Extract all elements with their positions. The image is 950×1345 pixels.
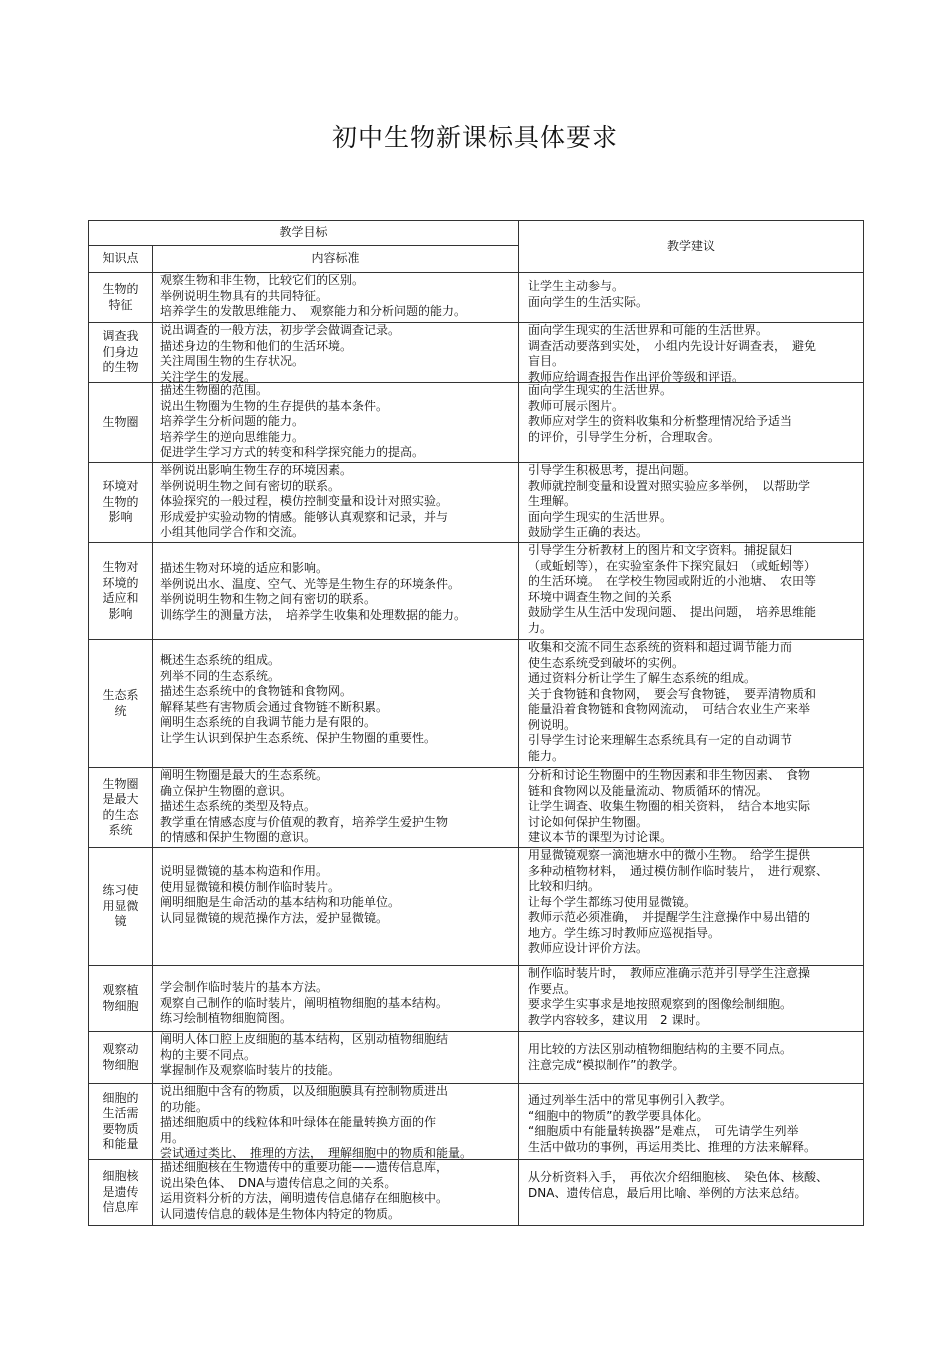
teaching-suggestion-line: 用比较的方法区别动植物细胞结构的主要不同点。 xyxy=(528,1042,793,1056)
content-standard-line: 列举不同的生态系统。 xyxy=(160,668,281,683)
teaching-suggestion-line: 让每个学生都练习使用显微镜。 xyxy=(528,894,697,909)
content-standard-header: 内容标准 xyxy=(153,246,519,273)
table-row xyxy=(89,383,864,463)
teaching-suggestion-line: 环境中调查生物之间的关系 xyxy=(528,589,673,604)
teaching-suggestion-cell xyxy=(519,323,864,383)
content-standard-line: 说出染色体、 DNA与遗传信息之间的关系。 xyxy=(160,1175,397,1190)
knowledge-point-cell xyxy=(89,1032,153,1084)
content-standard-line: 描述生态系统中的食物链和食物网。 xyxy=(160,684,353,698)
teaching-suggestion-line: 关于食物链和食物网， 要会写食物链， 要弄清物质和 xyxy=(528,686,817,701)
teaching-suggestion-line: 面向学生现实的生活世界。 xyxy=(528,383,673,397)
teaching-suggestion-line: 教师应设计评价方法。 xyxy=(528,941,649,955)
teaching-suggestion-line: DNA、遗传信息，最后用比喻、举例的方法来总结。 xyxy=(528,1185,807,1200)
teaching-suggestion-line: 教师示范必须准确， 并提醒学生注意操作中易出错的 xyxy=(528,910,811,924)
knowledge-point-line: 的生物 xyxy=(102,360,139,375)
teaching-suggestion-line: （或蚯蚓等），在实验室条件下探究鼠妇 （或蚯蚓等） xyxy=(528,558,817,573)
knowledge-point-line: 生物对 xyxy=(102,560,139,574)
knowledge-point-line: 信息库 xyxy=(102,1200,139,1215)
content-standard-line: 构的主要不同点。 xyxy=(160,1047,257,1062)
teaching-suggestion-line: 地方。学生练习时教师应巡视指导。 xyxy=(528,925,721,940)
knowledge-point-line: 的生态 xyxy=(102,807,139,822)
teaching-suggestion-line: 面向学生现实的生活世界和可能的生活世界。 xyxy=(528,323,769,337)
knowledge-point-cell xyxy=(89,383,153,463)
teaching-suggestion-line: 用显微镜观察一滴池塘水中的微小生物。 给学生提供 xyxy=(528,848,811,862)
content-standard-line: 关注学生的发展。 xyxy=(160,369,257,382)
content-standard-line: 阐明生物圈是最大的生态系统。 xyxy=(160,768,329,782)
knowledge-point-line: 系统 xyxy=(108,823,133,837)
content-standard-line: 认同显微镜的规范操作方法，爱护显微镜。 xyxy=(160,910,389,925)
teaching-suggestion-line: 作要点。 xyxy=(528,981,577,996)
teaching-suggestion-line: 生理解。 xyxy=(528,494,577,508)
table-row xyxy=(89,543,864,640)
knowledge-point-line: 适应和 xyxy=(102,591,139,605)
table-row xyxy=(89,1084,864,1160)
content-standard-line: 小组其他同学合作和交流。 xyxy=(160,525,305,539)
knowledge-point-line: 镜 xyxy=(114,914,127,929)
knowledge-point-line: 生物圈 xyxy=(102,776,139,791)
content-standard-cell xyxy=(153,463,519,543)
table-row xyxy=(89,966,864,1032)
knowledge-point-cell xyxy=(89,323,153,383)
teaching-suggestion-line: 让学生主动参与。 xyxy=(528,279,625,293)
teaching-suggestion-cell xyxy=(519,1032,864,1084)
content-standard-line: 促进学生学习方式的转变和科学探究能力的提高。 xyxy=(160,445,425,459)
content-standard-line: 的功能。 xyxy=(160,1099,209,1114)
knowledge-point-cell xyxy=(89,1084,153,1160)
knowledge-point-line: 和能量 xyxy=(102,1137,139,1151)
knowledge-point-line: 生态系 xyxy=(102,688,139,702)
teaching-suggestion-line: 能力。 xyxy=(528,748,565,763)
content-standard-line: 体验探究的一般过程，模仿控制变量和设计对照实验。 xyxy=(160,494,449,508)
teaching-suggestion-line: 注意完成“模拟制作”的教学。 xyxy=(528,1057,685,1072)
knowledge-point-header: 知识点 xyxy=(89,246,153,273)
table-row xyxy=(89,848,864,966)
content-standard-cell xyxy=(153,640,519,768)
teaching-suggestion-line: 分析和讨论生物圈中的生物因素和非生物因素、 食物 xyxy=(528,768,811,782)
content-standard-line: 阐明生态系统的自我调节能力是有限的。 xyxy=(160,715,377,729)
knowledge-point-cell xyxy=(89,966,153,1032)
table-row xyxy=(89,768,864,848)
knowledge-point-cell xyxy=(89,273,153,323)
teaching-suggestion-line: 盲目。 xyxy=(528,354,565,368)
teaching-suggestion-line: 收集和交流不同生态系统的资料和超过调节能力而 xyxy=(528,640,793,654)
knowledge-point-cell xyxy=(89,543,153,640)
content-standard-line: 举例说出影响生物生存的环境因素。 xyxy=(160,463,353,477)
teaching-suggestion-line: 引导学生积极思考，提出问题。 xyxy=(528,463,697,477)
table-row xyxy=(89,1032,864,1084)
teaching-suggestion-cell xyxy=(519,768,864,848)
teaching-suggestion-line: 教师应给调查报告作出评价等级和评语。 xyxy=(528,369,745,382)
content-standard-line: 培养学生分析问题的能力。 xyxy=(160,414,305,428)
content-standard-cell xyxy=(153,323,519,383)
knowledge-point-line: 生物的 xyxy=(102,282,139,296)
teaching-suggestion-cell xyxy=(519,463,864,543)
teaching-suggestion-line: 鼓励学生正确的表达。 xyxy=(528,525,649,539)
knowledge-point-line: 细胞核 xyxy=(102,1169,139,1184)
content-standard-line: 培养学生的逆向思维能力。 xyxy=(160,429,305,444)
content-standard-cell xyxy=(153,848,519,966)
teaching-suggestion-line: 调查活动要落到实处， 小组内先设计好调查表， 避免 xyxy=(528,338,817,353)
content-standard-line: 尝试通过类比、 推理的方法， 理解细胞中的物质和能量。 xyxy=(160,1146,473,1159)
content-standard-cell xyxy=(153,1084,519,1160)
teaching-suggestion-cell xyxy=(519,1160,864,1226)
teaching-suggestion-line: 教师可展示图片。 xyxy=(528,398,625,413)
teaching-suggestion-header: 教学建议 xyxy=(519,221,864,273)
page-title: 初中生物新课标具体要求 xyxy=(331,123,618,152)
teaching-suggestion-line: 通过资料分析让学生了解生态系统的组成。 xyxy=(528,671,757,685)
knowledge-point-line: 统 xyxy=(114,703,127,718)
knowledge-point-line: 细胞的 xyxy=(102,1090,139,1105)
teaching-suggestion-line: “细胞质中有能量转换器”是难点， 可先请学生列举 xyxy=(528,1124,799,1138)
teaching-suggestion-line: 能量沿着食物链和食物网流动， 可结合农业生产来举 xyxy=(528,702,811,716)
content-standard-line: 认同遗传信息的载体是生物体内特定的物质。 xyxy=(160,1206,401,1221)
teaching-suggestion-line: 的评价，引导学生分析，合理取舍。 xyxy=(528,429,721,444)
knowledge-point-line: 环境的 xyxy=(102,575,139,590)
knowledge-point-line: 用显微 xyxy=(102,898,139,913)
teaching-suggestion-line: 面向学生现实的生活世界。 xyxy=(528,509,673,524)
teaching-suggestion-cell xyxy=(519,543,864,640)
knowledge-point-line: 生活需 xyxy=(102,1106,139,1120)
knowledge-point-line: 要物质 xyxy=(102,1121,139,1136)
requirements-table xyxy=(88,220,864,1226)
table-row xyxy=(89,640,864,768)
teaching-suggestion-line: 从分析资料入手， 再依次介绍细胞核、 染色体、核酸、 xyxy=(528,1170,829,1184)
content-standard-line: 说明显微镜的基本构造和作用。 xyxy=(160,864,329,878)
teaching-suggestion-line: 比较和归纳。 xyxy=(528,879,601,893)
knowledge-point-line: 物细胞 xyxy=(102,998,139,1013)
content-standard-line: 教学重在情感态度与价值观的教育，培养学生爱护生物 xyxy=(160,814,449,829)
teaching-suggestion-cell xyxy=(519,383,864,463)
content-standard-line: 观察生物和非生物，比较它们的区别。 xyxy=(160,273,365,287)
content-standard-cell xyxy=(153,1032,519,1084)
content-standard-line: 让学生认识到保护生态系统、保护生物圈的重要性。 xyxy=(160,730,437,745)
content-standard-line: 说出生物圈为生物的生存提供的基本条件。 xyxy=(160,398,389,413)
knowledge-point-line: 物细胞 xyxy=(102,1057,139,1072)
teaching-suggestion-line: 生活中做功的事例，再运用类比、推理的方法来解释。 xyxy=(528,1139,817,1154)
content-standard-line: 解释某些有害物质会通过食物链不断积累。 xyxy=(160,699,389,714)
content-standard-line: 培养学生的发散思维能力、 观察能力和分析问题的能力。 xyxy=(160,304,467,318)
teaching-goal-header: 教学目标 xyxy=(89,221,519,246)
content-standard-line: 阐明人体口腔上皮细胞的基本结构，区别动植物细胞结 xyxy=(160,1032,449,1046)
knowledge-point-cell xyxy=(89,848,153,966)
knowledge-point-line: 生物的 xyxy=(102,494,139,509)
table-row xyxy=(89,323,864,383)
content-standard-line: 描述生态系统的类型及特点。 xyxy=(160,799,317,813)
content-standard-cell xyxy=(153,543,519,640)
table-row xyxy=(89,463,864,543)
knowledge-point-line: 调查我 xyxy=(102,329,139,344)
teaching-suggestion-line: 使生态系统受到破坏的实例。 xyxy=(528,655,685,670)
content-standard-line: 学会制作临时装片的基本方法。 xyxy=(160,980,329,994)
knowledge-point-line: 观察动 xyxy=(102,1042,139,1056)
teaching-suggestion-line: 教师就控制变量和设置对照实验应多举例， 以帮助学 xyxy=(528,478,811,493)
teaching-suggestion-cell xyxy=(519,966,864,1032)
teaching-suggestion-line: 教学内容较多，建议用 2 课时。 xyxy=(528,1012,708,1027)
teaching-suggestion-line: 引导学生讨论来理解生态系统具有一定的自动调节 xyxy=(528,733,793,747)
teaching-suggestion-cell xyxy=(519,848,864,966)
knowledge-point-line: 环境对 xyxy=(102,479,139,494)
teaching-suggestion-cell xyxy=(519,273,864,323)
teaching-suggestion-line: 让学生调查、收集生物圈的相关资料， 结合本地实际 xyxy=(528,799,811,813)
table-body xyxy=(89,273,864,1226)
content-standard-line: 举例说明生物和生物之间有密切的联系。 xyxy=(160,592,377,606)
teaching-suggestion-cell xyxy=(519,640,864,768)
content-standard-line: 描述细胞核在生物遗传中的重要功能——遗传信息库， xyxy=(160,1160,449,1174)
teaching-suggestion-line: 面向学生的生活实际。 xyxy=(528,294,649,309)
content-standard-line: 关注周围生物的生存状况。 xyxy=(160,354,305,368)
table-row xyxy=(89,273,864,323)
content-standard-line: 概述生态系统的组成。 xyxy=(160,653,281,667)
teaching-suggestion-line: 教师应对学生的资料收集和分析整理情况给予适当 xyxy=(528,414,793,428)
teaching-suggestion-line: 制作临时装片时， 教师应准确示范并引导学生注意操 xyxy=(528,966,811,980)
knowledge-point-cell xyxy=(89,640,153,768)
teaching-suggestion-line: 讨论如何保护生物圈。 xyxy=(528,814,649,829)
content-standard-line: 举例说出水、温度、空气、光等是生物生存的环境条件。 xyxy=(160,576,461,591)
content-standard-cell xyxy=(153,966,519,1032)
teaching-suggestion-line: 链和食物网以及能量流动、物质循环的情况。 xyxy=(528,783,769,798)
content-standard-line: 掌握制作及观察临时装片的技能。 xyxy=(160,1063,341,1077)
table-row xyxy=(89,1160,864,1226)
content-standard-line: 描述细胞质中的线粒体和叶绿体在能量转换方面的作 xyxy=(160,1115,437,1129)
content-standard-line: 用。 xyxy=(160,1130,185,1145)
knowledge-point-line: 练习使 xyxy=(102,883,139,898)
content-standard-cell xyxy=(153,383,519,463)
content-standard-line: 描述身边的生物和他们的生活环境。 xyxy=(160,338,353,353)
content-standard-line: 运用资料分析的方法，阐明遗传信息储存在细胞核中。 xyxy=(160,1191,449,1205)
teaching-suggestion-line: 建议本节的课型为讨论课。 xyxy=(528,830,673,844)
content-standard-line: 描述生物对环境的适应和影响。 xyxy=(160,561,329,575)
content-standard-line: 的情感和保护生物圈的意识。 xyxy=(160,830,317,844)
teaching-suggestion-line: 例说明。 xyxy=(528,717,577,732)
knowledge-point-cell xyxy=(89,1160,153,1226)
content-standard-line: 确立保护生物圈的意识。 xyxy=(160,783,293,798)
content-standard-line: 说出调查的一般方法，初步学会做调查记录。 xyxy=(160,323,401,337)
teaching-suggestion-line: 鼓励学生从生活中发现问题、 提出问题， 培养思维能 xyxy=(528,605,817,619)
knowledge-point-line: 影响 xyxy=(108,606,133,621)
teaching-suggestion-line: 引导学生分析教材上的图片和文字资料。捕捉鼠妇 xyxy=(528,543,793,557)
content-standard-cell xyxy=(153,768,519,848)
content-standard-cell xyxy=(153,1160,519,1226)
knowledge-point-cell xyxy=(89,768,153,848)
content-standard-line: 阐明细胞是生命活动的基本结构和功能单位。 xyxy=(160,895,401,909)
content-standard-line: 训练学生的测量方法， 培养学生收集和处理数据的能力。 xyxy=(160,607,467,622)
knowledge-point-line: 观察植 xyxy=(102,983,139,997)
knowledge-point-line: 是最大 xyxy=(102,792,139,806)
content-standard-line: 说出细胞中含有的物质，以及细胞膜具有控制物质进出 xyxy=(160,1084,449,1098)
knowledge-point-cell xyxy=(89,463,153,543)
knowledge-point-line: 影响 xyxy=(108,510,133,525)
content-standard-cell xyxy=(153,273,519,323)
teaching-suggestion-line: 力。 xyxy=(528,620,553,635)
teaching-suggestion-line: 要求学生实事求是地按照观察到的图像绘制细胞。 xyxy=(528,997,793,1011)
content-standard-line: 举例说明生物之间有密切的联系。 xyxy=(160,478,341,493)
teaching-suggestion-line: 多种动植物材料， 通过模仿制作临时装片， 进行观察、 xyxy=(528,863,829,878)
teaching-suggestion-line: 的生活环境。 在学校生物园或附近的小池塘、 农田等 xyxy=(528,574,817,588)
teaching-suggestion-line: “细胞中的物质”的教学要具体化。 xyxy=(528,1108,709,1123)
knowledge-point-line: 是遗传 xyxy=(102,1184,139,1199)
knowledge-point-line: 生物圈 xyxy=(102,414,139,429)
knowledge-point-line: 们身边 xyxy=(102,344,139,359)
content-standard-line: 描述生物圈的范围。 xyxy=(160,383,269,397)
teaching-suggestion-cell xyxy=(519,1084,864,1160)
content-standard-line: 形成爱护实验动物的情感。能够认真观察和记录，并与 xyxy=(160,509,449,524)
knowledge-point-line: 特征 xyxy=(108,297,133,312)
content-standard-line: 观察自己制作的临时装片，阐明植物细胞的基本结构。 xyxy=(160,995,449,1010)
teaching-suggestion-line: 通过列举生活中的常见事例引入教学。 xyxy=(528,1093,733,1107)
content-standard-line: 练习绘制植物细胞简图。 xyxy=(160,1011,293,1025)
content-standard-line: 举例说明生物具有的共同特征。 xyxy=(160,288,329,303)
content-standard-line: 使用显微镜和模仿制作临时装片。 xyxy=(160,879,341,894)
